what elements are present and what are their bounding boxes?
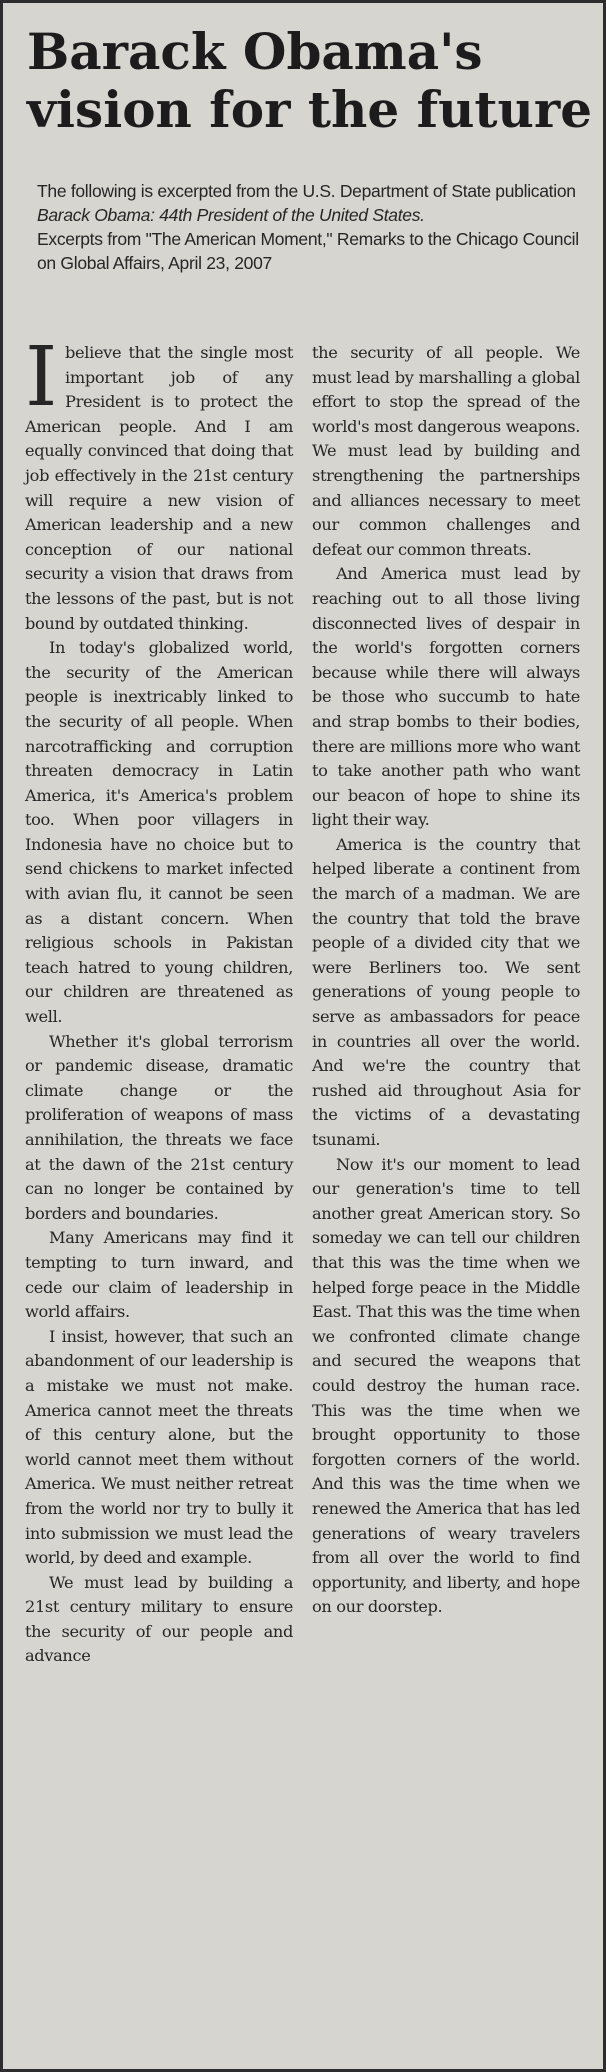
paragraph-1 <box>25 330 293 636</box>
intro-source <box>37 179 585 227</box>
headline: Barack Obama's vision for the future <box>27 22 593 139</box>
paragraph-1-text: believe that the single most important job of any President is to protect the American people. And I am equally convinced that doing that job effectively in the 21st century will require a new vision of American leadership and a new conception of our national security a vision that draws from the lessons of the past, but is not bound by outdated thinking. <box>25 343 293 633</box>
paragraph-2: In today's globalized world, the security of the American people is inextricably linked to the security of all people. When narcotrafficking and corruption threaten democracy in Latin America, it's America's problem too. When poor villagers in Indonesia have no choice but to send chickens to market infected with avian flu, it cannot be seen as a distant concern. When religious schools in Pakistan teach hatred to young children, our children are threatened as well. <box>25 638 293 1027</box>
publication-title: Barack Obama: 44th President of the United States. <box>37 205 425 225</box>
paragraph-6: We must lead by building a 21st century military to ensure the security of our people and advance <box>25 1572 293 1666</box>
drop-cap: I <box>25 330 58 425</box>
paragraph-6-continued: the security of all people. We must lead by marshalling a global effort to stop the spread of the world's most dangerous weapons. We must lead by building and strengthening the partnerships and alliances necessary to meet our common challenges and defeat our common threats. <box>312 343 580 559</box>
paragraph-5: I insist, however, that such an abandonment of our leadership is a mistake we must not make. America cannot meet the threats of this century alone, but the world cannot meet them without America. We must neither retreat from the world nor try to bully it into submission we must lead the world, by deed and example. <box>25 1326 293 1568</box>
paragraph-7: And America must lead by reaching out to all those living disconnected lives of despair in the world's forgotten corners because while there will always be those who succumb to hate and strap bombs to their bodies, there are millions more who want to take another path who want our beacon of hope to shine its light their way. <box>312 564 580 830</box>
paragraph-3: Whether it's global terrorism or pandemic disease, dramatic climate change or the proliferation of weapons of mass annihilation, the threats we face at the dawn of the 21st century can no longer be contained by borders and boundaries. <box>25 1031 293 1223</box>
paragraph-9: Now it's our moment to lead our generation's time to tell another great American story. So someday we can tell our children that this was the time when we helped forge peace in the Middle East. That this was the time when we confronted climate change and secured the weapons that could destroy the human race. This was the time when we brought opportunity to those forgotten corners of the world. And this was the time when we renewed the America that has led generations of weary travelers from all over the world to find opportunity, and liberty, and hope on our doorstep. <box>312 1154 580 1617</box>
column-left <box>25 330 293 1669</box>
intro-block <box>37 179 585 275</box>
excerpt-note: Excerpts from "The American Moment," Remarks to the Chicago Council on Global Affairs, April 23, 2007 <box>37 229 579 273</box>
paragraph-4: Many Americans may find it tempting to turn inward, and cede our claim of leadership in world affairs. <box>25 1228 293 1322</box>
column-right <box>312 341 580 1620</box>
intro-source-prefix: The following is excerpted from the U.S. Department of State publication <box>37 181 576 201</box>
paragraph-8: America is the country that helped liberate a continent from the march of a madman. We are the country that told the brave people of a divided city that we were Berliners too. We sent generations of young people to serve as ambassadors for peace in countries all over the world. And we're the country that rushed aid throughout Asia for the victims of a devastating tsunami. <box>312 834 580 1149</box>
